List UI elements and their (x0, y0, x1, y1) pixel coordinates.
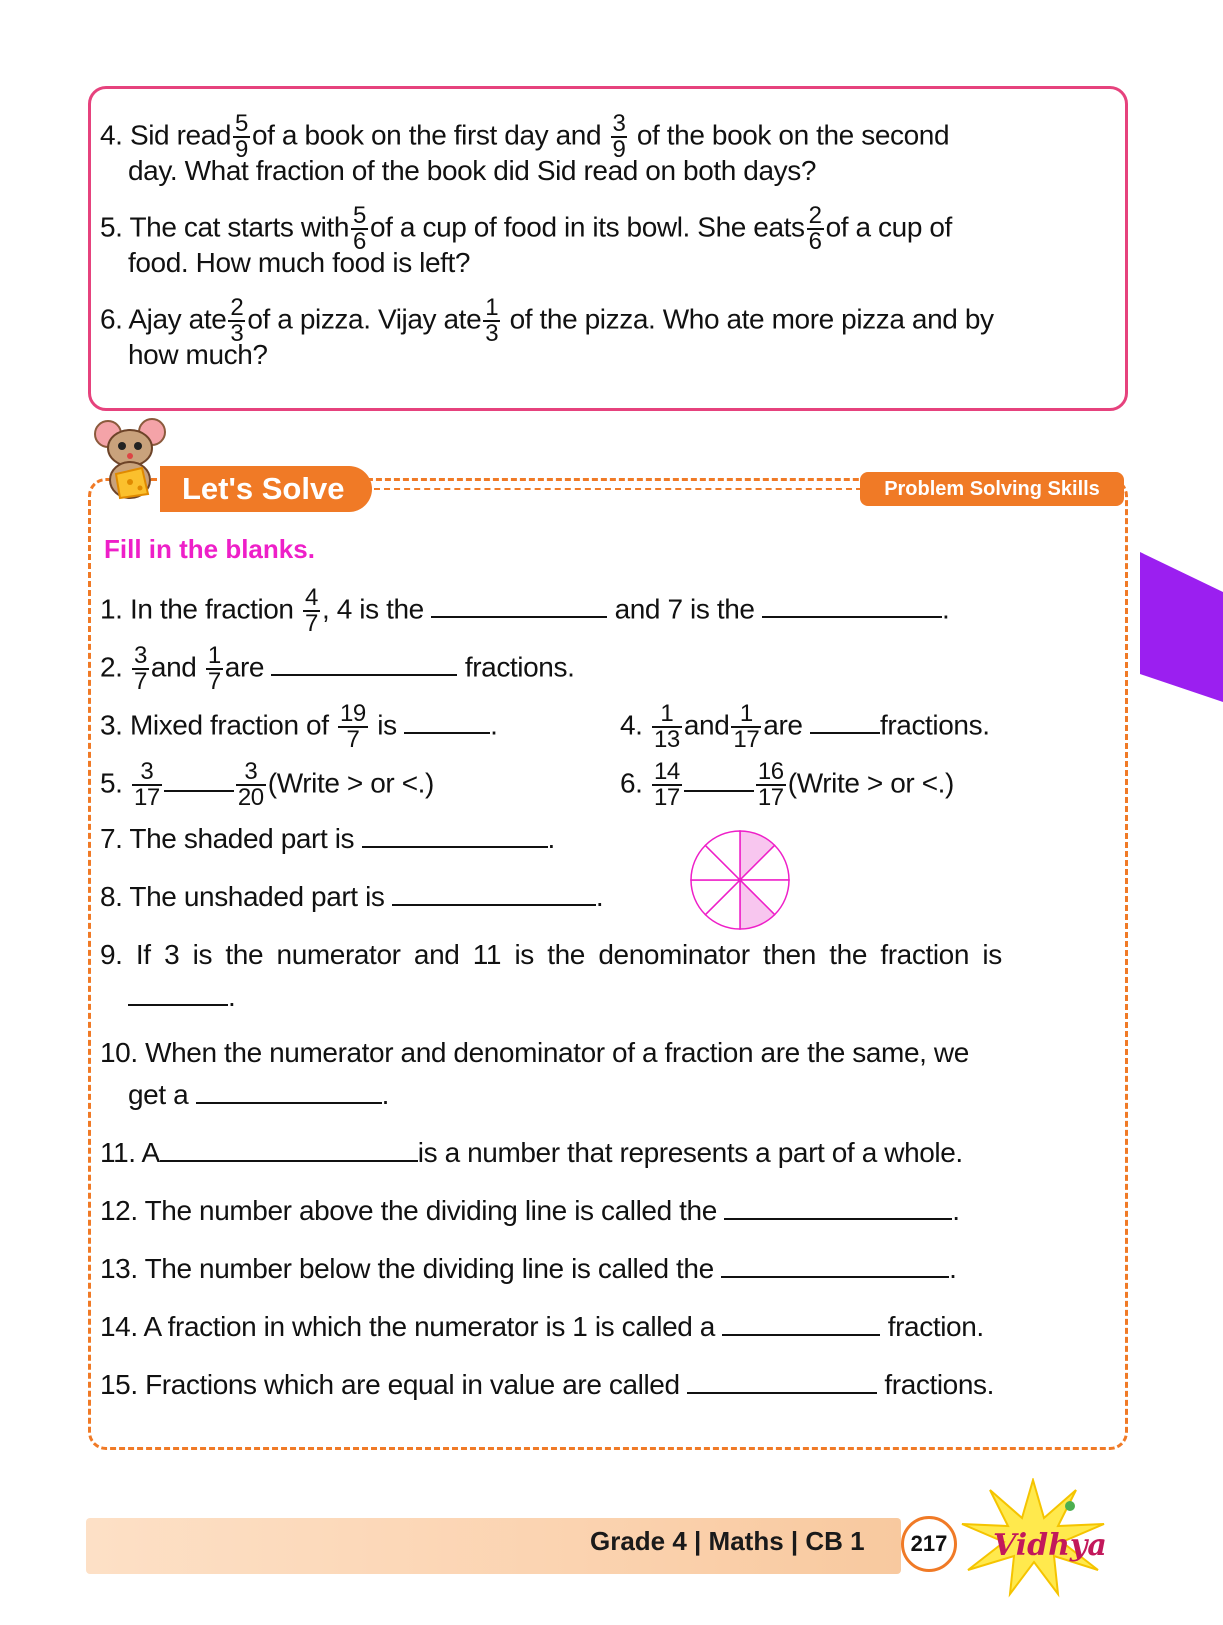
brand-logo-text: Vidhya (993, 1528, 1107, 1563)
compare-blank[interactable] (684, 766, 754, 792)
problem-6-line2: how much? (128, 339, 268, 370)
blank-question-2: 2. $\frac{3}{7}$ and $\frac{1}{7}$ are fractions. (100, 642, 575, 695)
answer-blank[interactable] (810, 708, 880, 734)
answer-blank[interactable] (392, 880, 596, 906)
problem-5: 5. The cat starts with $\frac{5}{6}$ of a cup of food in its bowl. She eats $\frac{2}{6}$ of a cup of (100, 202, 952, 255)
fraction: $\frac{14}{17}$ (653, 758, 680, 811)
fraction: $\frac{19}{7}$ (339, 700, 366, 753)
fraction: $\frac{1}{17}$ (733, 700, 760, 753)
fraction: $\frac{1}{3}$ (485, 294, 499, 347)
blank-question-9-line2: . (128, 980, 235, 1014)
blank-question-10: 10. When the numerator and denominator of a fraction are the same, we (100, 1037, 969, 1068)
fraction: $\frac{2}{3}$ (230, 294, 244, 347)
fraction: $\frac{4}{7}$ (305, 584, 318, 637)
answer-blank[interactable] (762, 592, 942, 618)
blank-question-5: 5. $\frac{3}{17}$ $\frac{3}{20}$ (Write > or <.) (100, 758, 434, 811)
answer-blank[interactable] (196, 1078, 382, 1104)
answer-blank[interactable] (160, 1136, 418, 1162)
blank-question-1: 1. In the fraction $\frac{4}{7}$ , 4 is the and 7 is the . (100, 584, 950, 637)
blank-question-14: 14. A fraction in which the numerator is 1 is called a fraction. (100, 1311, 984, 1342)
header-divider (374, 488, 862, 490)
answer-blank[interactable] (404, 708, 490, 734)
answer-blank[interactable] (431, 592, 607, 618)
fraction: $\frac{1}{13}$ (653, 700, 680, 753)
problem-solving-skills-badge: Problem Solving Skills (860, 472, 1124, 506)
answer-blank[interactable] (722, 1310, 880, 1336)
blank-question-8: 8. The unshaded part is . (100, 881, 604, 912)
fraction: $\frac{16}{17}$ (757, 758, 784, 811)
problem-4: 4. Sid read $\frac{5}{9}$ of a book on the first day and $\frac{3}{9}$ of the book on the second (100, 110, 950, 163)
shaded-circle-diagram (688, 828, 792, 932)
blank-question-9: 9. If 3 is the numerator and 11 is the denominator then the fraction is (100, 939, 1002, 970)
fraction: $\frac{3}{17}$ (133, 758, 160, 811)
footer-grade-subject: Grade 4 | Maths | CB 1 (590, 1526, 865, 1556)
answer-blank[interactable] (721, 1252, 949, 1278)
answer-blank[interactable] (687, 1368, 877, 1394)
blank-question-7: 7. The shaded part is . (100, 823, 555, 854)
answer-blank[interactable] (362, 822, 548, 848)
mouse-mascot-icon (94, 416, 168, 502)
fraction: $\frac{3}{9}$ (612, 110, 626, 163)
answer-blank[interactable] (724, 1194, 952, 1220)
answer-blank[interactable] (271, 650, 457, 676)
page-number: 217 (901, 1516, 957, 1572)
fraction: $\frac{3}{20}$ (237, 758, 264, 811)
blank-question-3: 3. Mixed fraction of $\frac{19}{7}$ is . (100, 700, 498, 753)
blank-question-11: 11. A is a number that represents a part of a whole. (100, 1137, 963, 1168)
blank-question-4: 4. $\frac{1}{13}$ and $\frac{1}{17}$ are fractions. (620, 700, 990, 753)
fraction: $\frac{2}{6}$ (808, 202, 822, 255)
instruction-heading: Fill in the blanks. (104, 534, 315, 564)
compare-blank[interactable] (164, 766, 234, 792)
blank-question-10-line2: get a . (128, 1079, 390, 1110)
lets-solve-title: Let's Solve (160, 466, 372, 512)
fraction: $\frac{5}{9}$ (235, 110, 248, 163)
problem-6: 6. Ajay ate $\frac{2}{3}$ of a pizza. Vijay ate $\frac{1}{3}$ of the pizza. Who ate more pizza and by (100, 294, 994, 347)
blank-question-13: 13. The number below the dividing line is called the . (100, 1253, 957, 1284)
page-edge-tab (1140, 552, 1223, 702)
fraction: $\frac{3}{7}$ (133, 642, 147, 695)
fraction: $\frac{5}{6}$ (353, 202, 366, 255)
blank-question-15: 15. Fractions which are equal in value are called fractions. (100, 1369, 995, 1400)
fraction: $\frac{1}{7}$ (207, 642, 221, 695)
problem-5-line2: food. How much food is left? (128, 247, 471, 278)
blank-question-12: 12. The number above the dividing line is called the . (100, 1195, 960, 1226)
problem-4-line2: day. What fraction of the book did Sid read on both days? (128, 155, 817, 186)
answer-blank[interactable] (128, 980, 228, 1006)
blank-question-6: 6. $\frac{14}{17}$ $\frac{16}{17}$ (Write > or <.) (620, 758, 954, 811)
